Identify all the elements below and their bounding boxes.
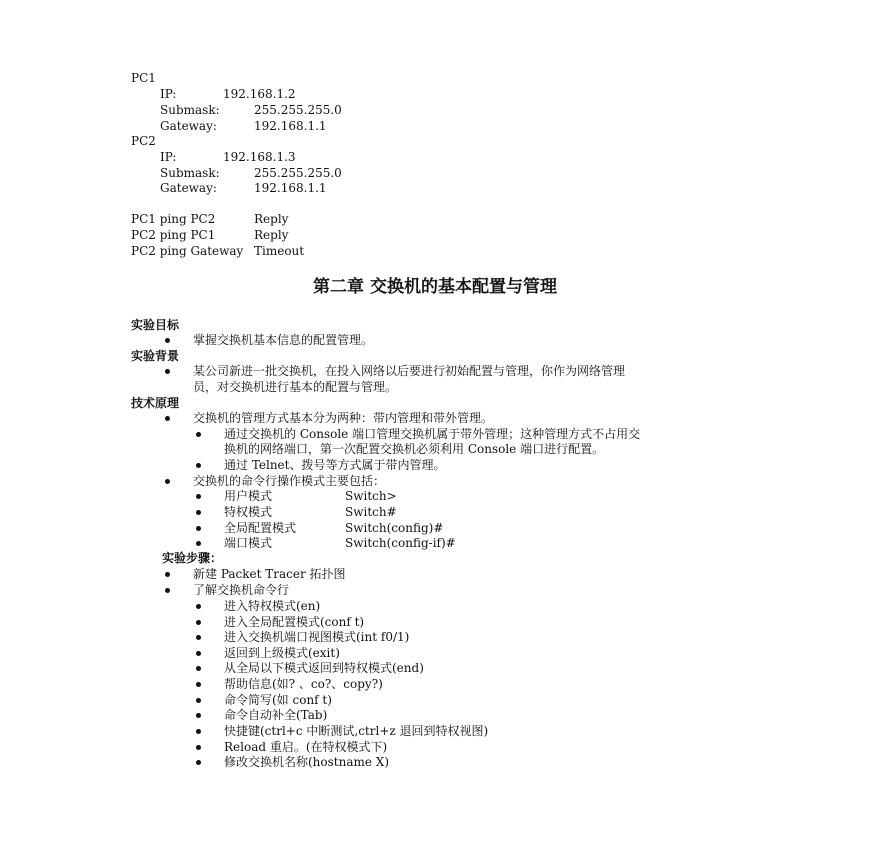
mode-prompt: Switch#	[345, 505, 397, 519]
principle-item: 交换机的命令行操作模式主要包括：	[193, 474, 386, 488]
pc1-mask-label: Submask:	[160, 103, 220, 117]
bullet-icon	[196, 729, 201, 734]
bullet-icon	[196, 713, 201, 718]
command-item: 进入交换机端口视图模式(int f0/1)	[224, 630, 410, 644]
step-item: 了解交换机命令行	[193, 583, 290, 597]
bullet-icon	[165, 369, 170, 374]
bullet-icon	[196, 494, 201, 499]
principle-item: 交换机的管理方式基本分为两种：带内管理和带外管理。	[193, 411, 494, 425]
step-item: 新建 Packet Tracer 拓扑图	[193, 567, 346, 581]
goal-item: 掌握交换机基本信息的配置管理。	[193, 333, 374, 347]
pc2-mask-label: Submask:	[160, 166, 220, 180]
pc1-name: PC1	[131, 71, 156, 85]
mode-prompt: Switch(config)#	[345, 521, 444, 535]
bullet-icon	[196, 541, 201, 546]
bullet-icon	[196, 745, 201, 750]
ping-result: Timeout	[254, 244, 305, 258]
pc1-gateway-value: 192.168.1.1	[254, 119, 327, 133]
pc2-mask-value: 255.255.255.0	[254, 166, 342, 180]
principle-heading: 技术原理	[131, 396, 180, 410]
bullet-icon	[196, 698, 201, 703]
mode-name: 全局配置模式	[224, 521, 297, 535]
command-item: Reload 重启。(在特权模式下)	[224, 740, 388, 754]
mode-prompt: Switch(config-if)#	[345, 536, 456, 550]
goal-heading: 实验目标	[131, 318, 180, 332]
mode-name: 特权模式	[224, 505, 273, 519]
bullet-icon	[196, 604, 201, 609]
ping-command: PC1 ping PC2	[131, 212, 216, 226]
mode-name: 端口模式	[224, 536, 273, 550]
command-item: 命令自动补全(Tab)	[224, 708, 328, 722]
bullet-icon	[196, 620, 201, 625]
background-heading: 实验背景	[131, 349, 180, 363]
ping-command: PC2 ping Gateway	[131, 244, 244, 258]
command-item: 进入特权模式(en)	[224, 599, 321, 613]
pc2-gateway-label: Gateway:	[160, 181, 217, 195]
bullet-icon	[196, 510, 201, 515]
bullet-icon	[196, 432, 201, 437]
command-item: 返回到上级模式(exit)	[224, 646, 340, 660]
pc1-gateway-label: Gateway:	[160, 119, 217, 133]
bullet-icon	[165, 416, 170, 421]
pc2-name: PC2	[131, 134, 156, 148]
background-line: 某公司新进一批交换机，在投入网络以后要进行初始配置与管理，你作为网络管理	[193, 364, 626, 378]
bullet-icon	[196, 651, 201, 656]
bullet-icon	[165, 338, 170, 343]
bullet-icon	[165, 572, 170, 577]
ping-result: Reply	[254, 228, 289, 242]
background-line: 员，对交换机进行基本的配置与管理。	[193, 380, 398, 394]
chapter-title: 第二章 交换机的基本配置与管理	[313, 277, 557, 297]
command-item: 快捷键(ctrl+c 中断测试,ctrl+z 退回到特权视图)	[224, 724, 489, 738]
bullet-icon	[165, 479, 170, 484]
bullet-icon	[196, 682, 201, 687]
ping-command: PC2 ping PC1	[131, 228, 216, 242]
command-item: 修改交换机名称(hostname X)	[224, 755, 390, 769]
pc1-ip-label: IP:	[160, 87, 177, 101]
pc1-mask-value: 255.255.255.0	[254, 103, 342, 117]
command-item: 命令简写(如 conf t)	[224, 693, 332, 707]
command-item: 进入全局配置模式(conf t)	[224, 615, 365, 629]
bullet-icon	[196, 463, 201, 468]
mode-name: 用户模式	[224, 489, 273, 503]
command-item: 从全局以下模式返回到特权模式(end)	[224, 661, 424, 675]
principle-subitem: 通过 Telnet、拨号等方式属于带内管理。	[224, 458, 446, 472]
pc2-ip-label: IP:	[160, 150, 177, 164]
pc1-ip-value: 192.168.1.2	[223, 87, 296, 101]
bullet-icon	[165, 588, 170, 593]
bullet-icon	[196, 760, 201, 765]
steps-heading: 实验步骤：	[162, 551, 223, 565]
bullet-icon	[196, 635, 201, 640]
ping-result: Reply	[254, 212, 289, 226]
pc2-ip-value: 192.168.1.3	[223, 150, 296, 164]
bullet-icon	[196, 666, 201, 671]
pc2-gateway-value: 192.168.1.1	[254, 181, 327, 195]
principle-subitem: 换机的网络端口，第一次配置交换机必须利用 Console 端口进行配置。	[224, 442, 605, 456]
principle-subitem: 通过交换机的 Console 端口管理交换机属于带外管理；这种管理方式不占用交	[224, 427, 641, 441]
mode-prompt: Switch>	[345, 489, 397, 503]
bullet-icon	[196, 526, 201, 531]
command-item: 帮助信息(如? 、co?、copy?)	[224, 677, 383, 691]
